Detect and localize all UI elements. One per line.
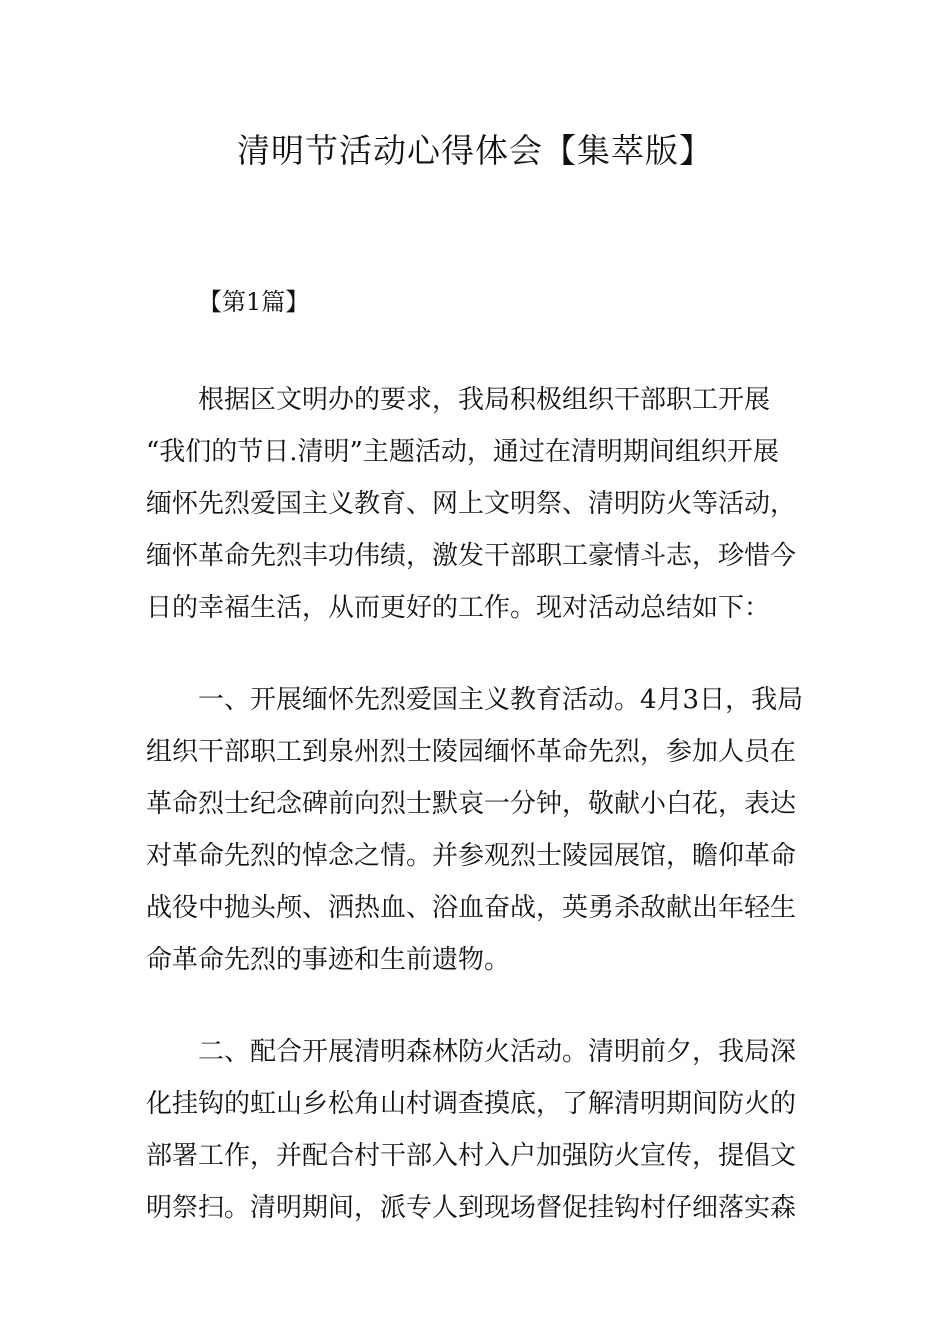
paragraph-line: 对革命先烈的悼念之情。并参观烈士陵园展馆，瞻仰革命 — [146, 841, 797, 871]
paragraph-1 — [146, 374, 816, 634]
section-label: 【第1篇】 — [198, 288, 310, 316]
paragraph-line: 命革命先烈的事迹和生前遗物。 — [146, 945, 511, 975]
paragraph-line: 一、开展缅怀先烈爱国主义教育活动。4月3日，我局 — [198, 685, 804, 715]
paragraph-line: 二、配合开展清明森林防火活动。清明前夕，我局深 — [198, 1037, 797, 1067]
paragraph-line: 根据区文明办的要求，我局积极组织干部职工开展 — [198, 385, 771, 415]
paragraph-line: 化挂钩的虹山乡松角山村调查摸底，了解清明期间防火的 — [146, 1089, 797, 1119]
paragraph-2 — [146, 674, 816, 986]
paragraph-line: 缅怀先烈爱国主义教育、网上文明祭、清明防火等活动， — [146, 489, 797, 519]
paragraph-line: 部署工作，并配合村干部入村入户加强防火宣传，提倡文 — [146, 1141, 797, 1171]
paragraph-3 — [146, 1026, 816, 1234]
paragraph-line: 革命烈士纪念碑前向烈士默哀一分钟，敬献小白花，表达 — [146, 789, 797, 819]
paragraph-line: 明祭扫。清明期间，派专人到现场督促挂钩村仔细落实森 — [146, 1193, 797, 1223]
page-title: 清明节活动心得体会【集萃版】 — [237, 131, 713, 170]
paragraph-line: 战役中抛头颅、洒热血、浴血奋战，英勇杀敌献出年轻生 — [146, 893, 797, 923]
paragraph-line: 组织干部职工到泉州烈士陵园缅怀革命先烈，参加人员在 — [146, 737, 797, 767]
paragraph-line: “我们的节日.清明”主题活动，通过在清明期间组织开展 — [146, 437, 779, 467]
paragraph-line: 日的幸福生活，从而更好的工作。现对活动总结如下： — [146, 593, 771, 623]
paragraph-line: 缅怀革命先烈丰功伟绩，激发干部职工豪情斗志，珍惜今 — [146, 541, 797, 571]
